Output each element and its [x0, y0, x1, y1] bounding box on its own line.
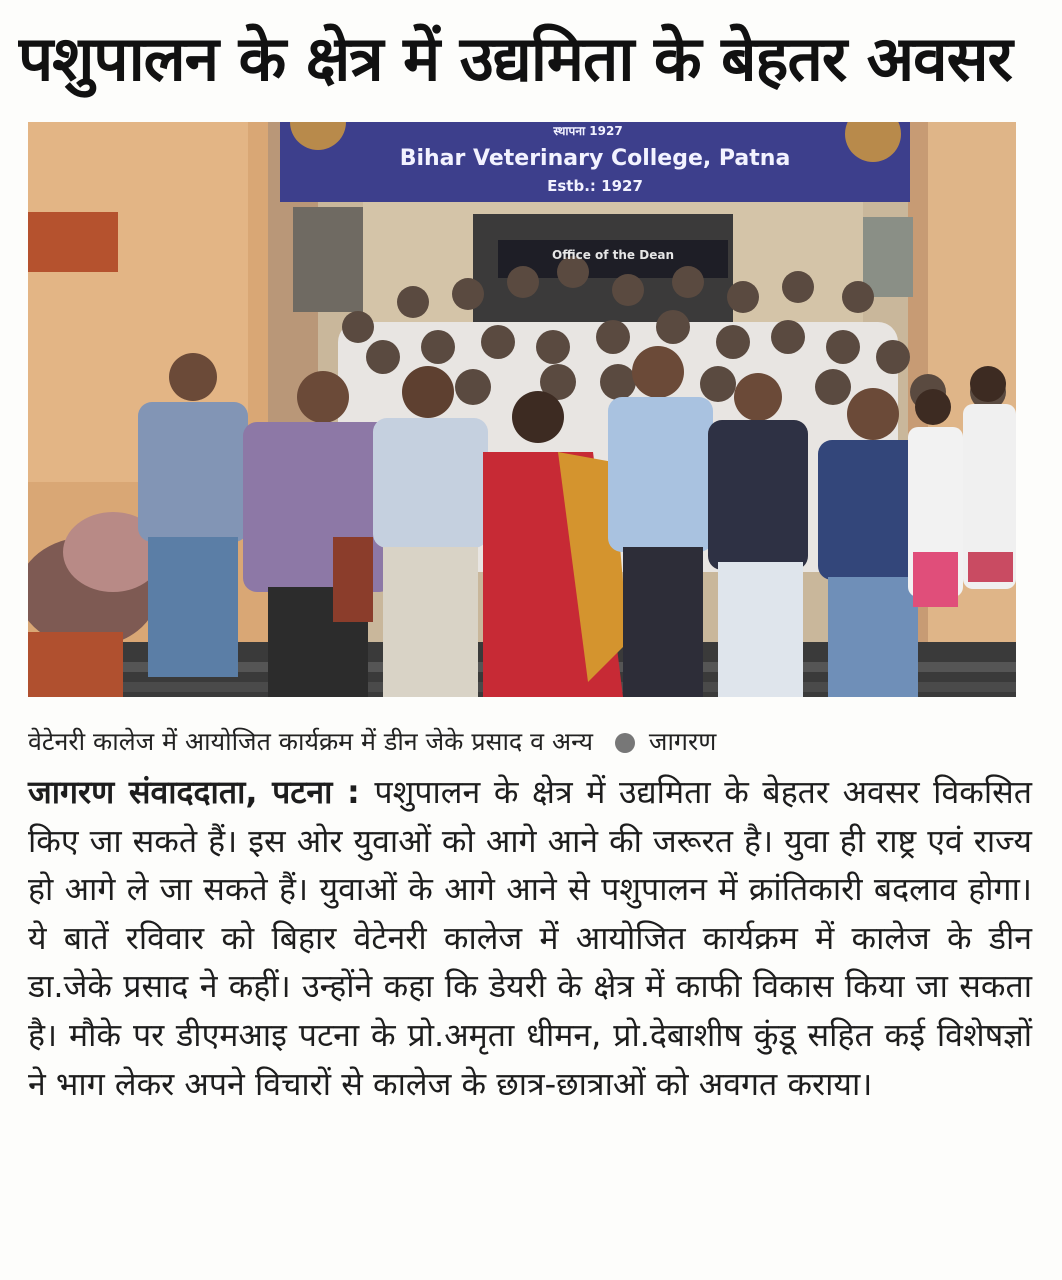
headline: पशुपालन के क्षेत्र में उद्यमिता के बेहतर अवसर — [18, 22, 1012, 95]
bullet-icon — [615, 733, 635, 753]
article-text: पशुपालन के क्षेत्र में उद्यमिता के बेहतर अवसर विकसित किए जा सकते हैं। इस ओर युवाओं को आगे आने की जरूरत है। युवा ही राष्ट्र एवं राज्य हो आगे ले जा सकते हैं। युवाओं के आगे आने से पशुपालन में क्रांतिकारी बदलाव होगा। ये बातें रविवार को बिहार वेटेनरी कालेज में आयोजित कार्यक्रम में कालेज के डीन डा.जेके प्रसाद ने कहीं। उन्होंने कहा कि डेयरी के क्षेत्र में काफी विकास किया जा सकता है। मौके पर डीएमआइ पटना के प्रो.अमृता धीमन, प्रो.देबाशीष कुंडू सहित कई विशेषज्ञों ने भाग लेकर अपने विचारों से कालेज के छात्र-छात्राओं को अवगत कराया। — [28, 773, 1032, 1103]
article-byline: जागरण संवाददाता, पटना : — [28, 773, 375, 811]
banner-founded-text: स्थापना 1927 — [553, 124, 623, 138]
group-photo — [28, 122, 1016, 697]
caption-text: वेटेनरी कालेज में आयोजित कार्यक्रम में डीन जेके प्रसाद व अन्य — [28, 727, 593, 756]
banner-college-name: Bihar Veterinary College, Patna — [399, 146, 791, 171]
photo-caption — [28, 722, 1018, 762]
door-sign: Office of the Dean — [552, 248, 674, 262]
group-photo-illustration — [28, 122, 1016, 697]
banner-established: Estb.: 1927 — [547, 177, 643, 195]
caption-credit: जागरण — [648, 727, 717, 756]
article-body — [28, 768, 1032, 1108]
